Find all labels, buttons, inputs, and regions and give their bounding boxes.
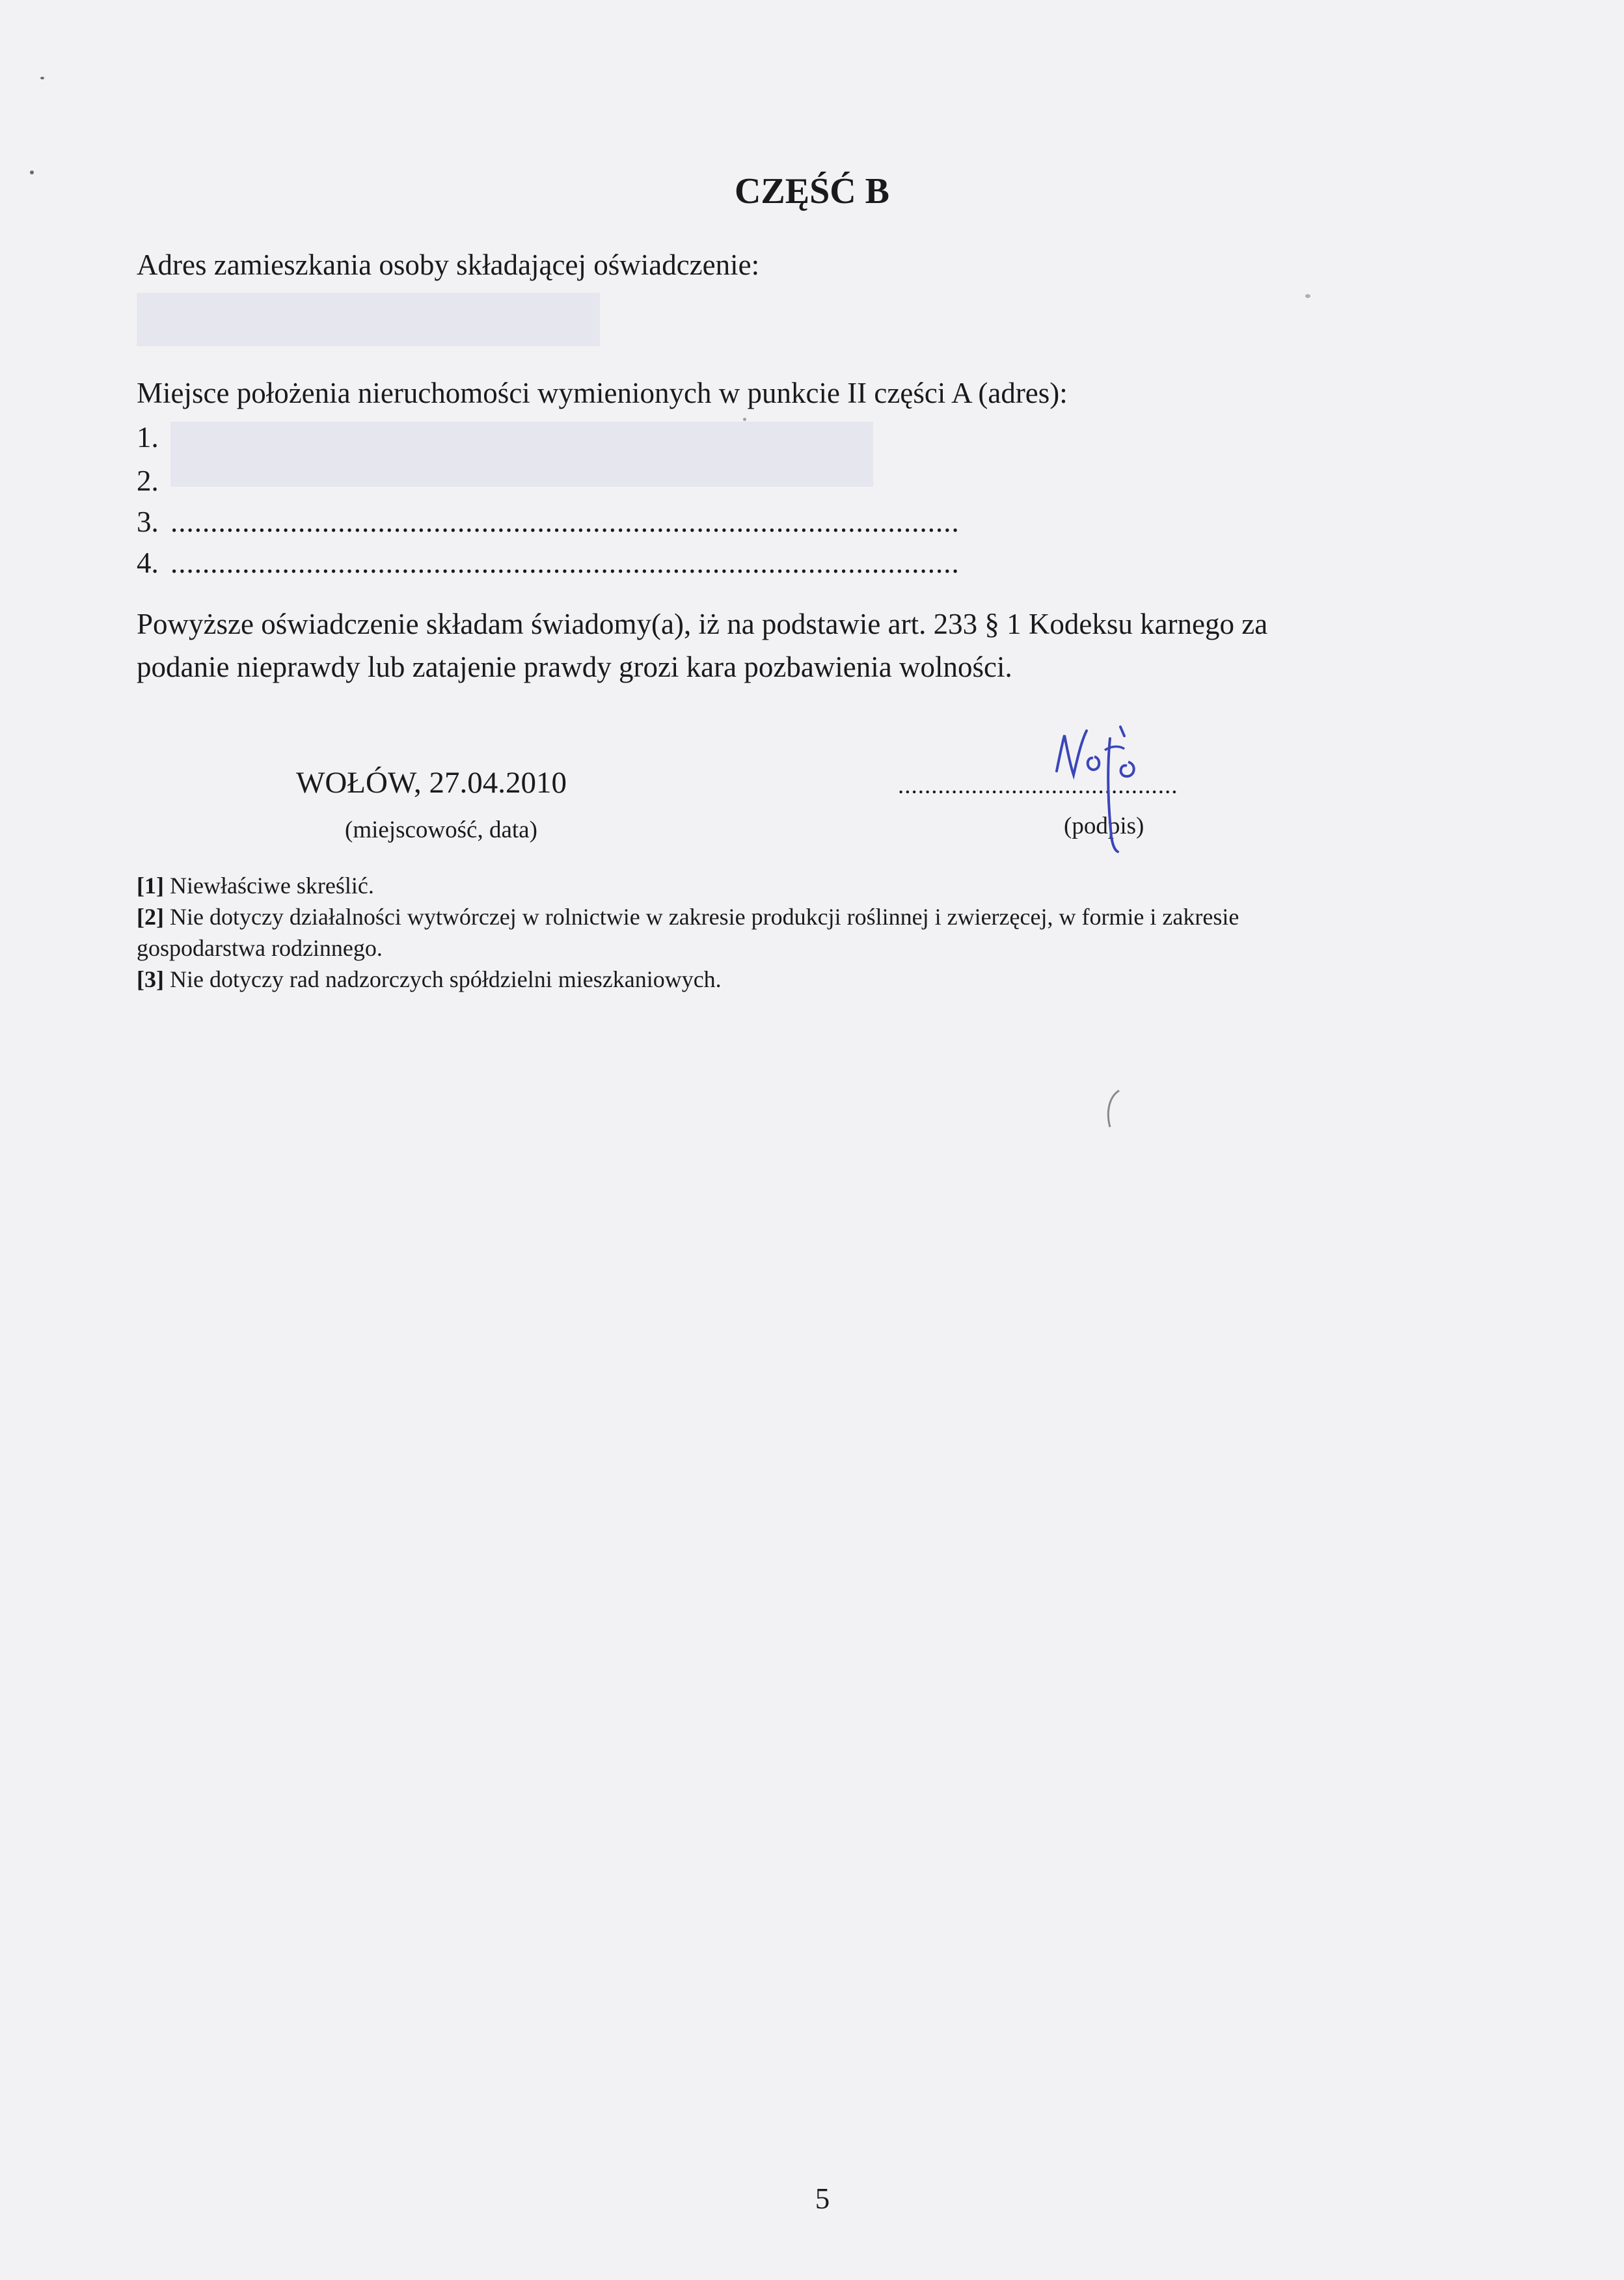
declaration-line-2: podanie nieprawdy lub zatajenie prawdy grozi kara pozbawienia wolności. — [137, 651, 1012, 683]
address-redaction — [137, 293, 600, 346]
footnote-1 — [137, 872, 374, 900]
property-item-3-value: ................................................................................................... — [170, 506, 960, 538]
page-number: 5 — [815, 2182, 830, 2215]
address-label: Adres zamieszkania osoby składającej oświadczenie: — [137, 249, 760, 281]
property-item-4-value: ................................................................................................... — [170, 547, 960, 579]
footnote-marker: [3] — [137, 966, 164, 992]
property-item-3-number: 3. — [137, 506, 159, 538]
footnote-2-continuation — [137, 934, 383, 962]
scan-speck — [40, 77, 44, 79]
property-item-2-number: 2. — [137, 465, 159, 497]
footnote-marker: [1] — [137, 873, 164, 899]
signature-line: .......................................... — [898, 772, 1178, 799]
footnote-3 — [137, 966, 722, 994]
footnote-text: Niewłaściwe skreślić. — [169, 873, 374, 899]
handwritten-signature — [1048, 712, 1165, 862]
property-label: Miejsce położenia nieruchomości wymienionych w punkcie II części A (adres): — [137, 377, 1068, 409]
footnote-marker: [2] — [137, 904, 164, 930]
property-item-1-number: 1. — [137, 421, 159, 454]
signature-caption: (podpis) — [1064, 813, 1144, 839]
scan-speck — [743, 418, 746, 421]
place-date: WOŁÓW, 27.04.2010 — [296, 766, 567, 800]
property-item-4-number: 4. — [137, 547, 159, 579]
footnote-text: gospodarstwa rodzinnego. — [137, 935, 383, 961]
scan-speck — [1305, 294, 1310, 298]
footnote-text: Nie dotyczy rad nadzorczych spółdzielni mieszkaniowych. — [169, 966, 722, 992]
place-date-caption: (miejscowość, data) — [345, 817, 537, 843]
scan-mark — [1100, 1087, 1126, 1132]
section-heading: CZĘŚĆ B — [734, 171, 890, 211]
property-redaction — [170, 422, 873, 487]
footnote-text: Nie dotyczy działalności wytwórczej w rolnictwie w zakresie produkcji roślinnej i zwierzęcej, w formie i zakresie — [169, 904, 1239, 930]
footnote-2 — [137, 903, 1239, 931]
declaration-line-1: Powyższe oświadczenie składam świadomy(a), iż na podstawie art. 233 § 1 Kodeksu karnego za — [137, 608, 1268, 640]
